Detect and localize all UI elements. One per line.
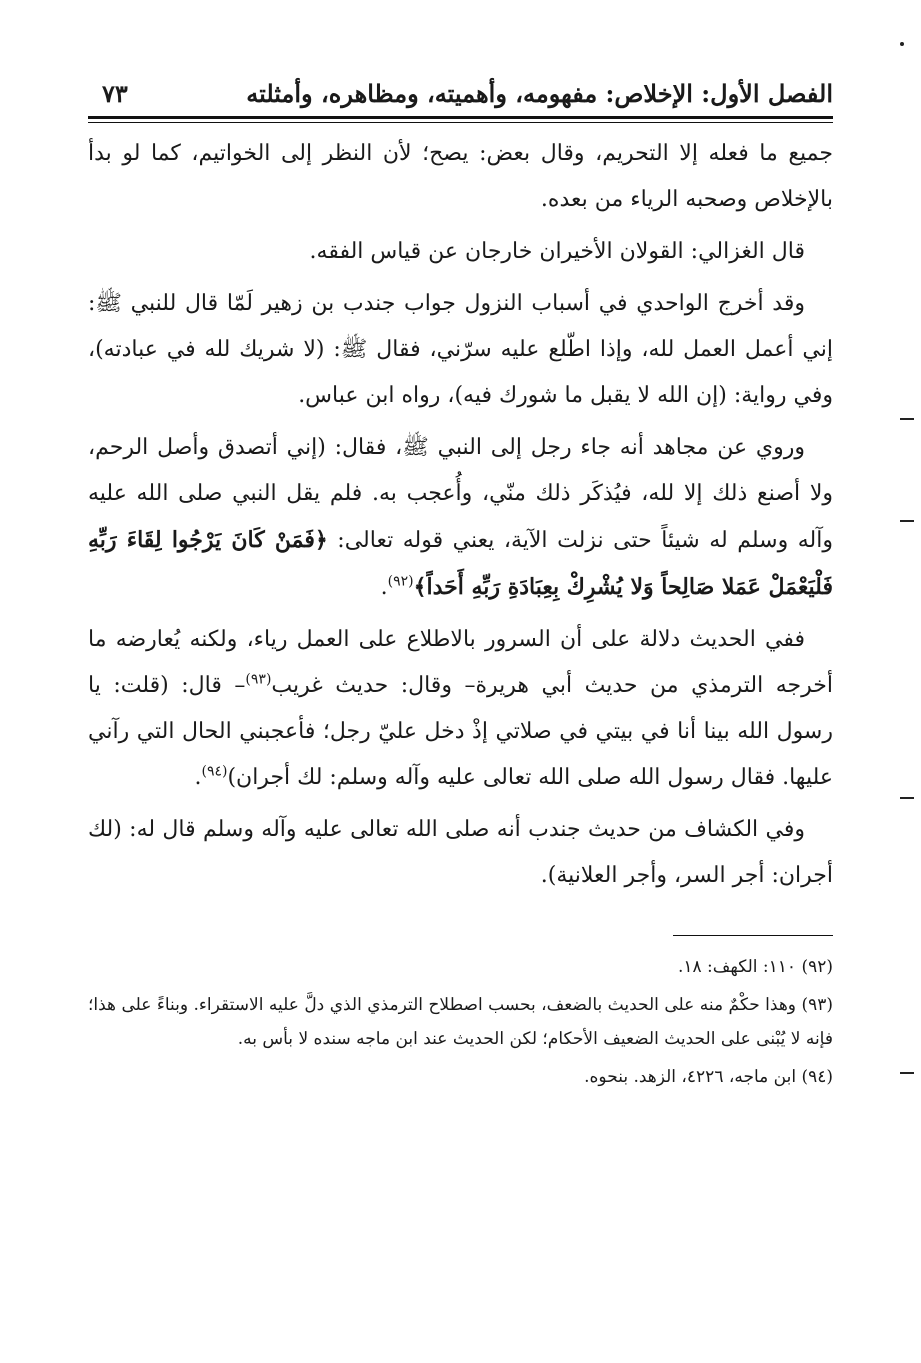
running-header bbox=[88, 60, 833, 108]
footnotes bbox=[88, 950, 833, 1094]
header-rule-thick bbox=[88, 116, 833, 119]
page-number: ٧٣ bbox=[102, 79, 128, 108]
book-page bbox=[88, 60, 833, 1098]
paragraph: وفي الكشاف من حديث جندب أنه صلى الله تعالى عليه وآله وسلم قال له: (لك أجران: أجر السر، وأجر العلانية). bbox=[88, 817, 833, 888]
paragraph: ففي الحديث دلالة على أن السرور بالاطلاع على العمل رياء، ولكنه يُعارضه ما أخرجه الترمذي من حديث أبي هريرة– وقال: حديث غريب$^{(٩٣)}$– قال: (قلت: يا رسول الله بينا أنا في بيتي في صلاتي إذْ دخل عليّ رجل؛ فأعجبني الحال التي رآني عليها. فقال رسول الله صلى الله تعالى عليه وآله وسلم: لك أجران)$^{(٩٤)}$. bbox=[88, 627, 833, 790]
scan-edge-mark bbox=[900, 418, 914, 420]
footnote-ref[interactable]: (٩٤) bbox=[201, 763, 228, 780]
paragraph: جميع ما فعله إلا التحريم، وقال بعض: يصح؛ لأن النظر إلى الخواتيم، كما لو بدأ بالإخلاص وصحبه الرياء من بعده. bbox=[88, 141, 833, 212]
footnote: (٩٣) وهذا حكْمٌ منه على الحديث بالضعف، بحسب اصطلاح الترمذي الذي دلَّ عليه الاستقراء. وبناءً على هذا؛ فإنه لا يُبْنى على الحديث الضعيف الأحكام؛ لكن الحديث عند ابن ماجه سنده لا بأس به. bbox=[88, 995, 833, 1049]
scan-edge-mark bbox=[900, 42, 904, 46]
footnote-ref[interactable]: (٩٢) bbox=[387, 573, 414, 590]
footnote: (٩٤) ابن ماجه، ٤٢٢٦، الزهد. بنحوه. bbox=[584, 1067, 833, 1087]
paragraph: وقد أخرج الواحدي في أسباب النزول جواب جندب بن زهير لَمّا قال للنبي ﷺ: إني أعمل العمل لله، وإذا اطّلع عليه سرّني، فقال ﷺ: (لا شريك لله في عبادته)، وفي رواية: (إن الله لا يقبل ما شورك فيه)، رواه ابن عباس. bbox=[88, 291, 833, 408]
scan-edge-mark bbox=[900, 797, 914, 799]
footnote-ref[interactable]: (٩٣) bbox=[245, 671, 272, 688]
footnote: (٩٢) ١١٠: الكهف: ١٨. bbox=[677, 957, 833, 977]
scan-edge-mark bbox=[900, 1072, 914, 1074]
quran-verse: ﴿فَمَنْ كَانَ يَرْجُوا لِقَاءَ رَبِّهِ فَلْيَعْمَلْ عَمَلا صَالِحاً وَلا يُشْرِكْ بِعِبَادَةِ رَبِّهِ أَحَداً﴾ bbox=[88, 527, 833, 600]
scan-edge-mark bbox=[900, 520, 914, 522]
footnote-separator bbox=[673, 935, 833, 936]
chapter-title: الفصل الأول: الإخلاص: مفهومه، وأهميته، ومظاهره، وأمثلته bbox=[246, 79, 833, 108]
paragraph: قال الغزالي: القولان الأخيران خارجان عن قياس الفقه. bbox=[309, 239, 805, 264]
header-rule-thin bbox=[88, 122, 833, 123]
body-text bbox=[88, 131, 833, 899]
paragraph: وروي عن مجاهد أنه جاء رجل إلى النبي ﷺ، فقال: (إني أتصدق وأصل الرحم، ولا أصنع ذلك إلا لله، فيُذكَر ذلك منّي، وأُعجب به. فلم يقل النبي صلى الله عليه وآله وسلم له شيئاً حتى نزلت الآية، يعني قوله تعالى: ﴿فَمَنْ كَانَ يَرْجُوا لِقَاءَ رَبِّهِ فَلْيَعْمَلْ عَمَلا صَالِحاً وَلا يُشْرِكْ بِعِبَادَةِ رَبِّهِ أَحَداً﴾$^{(٩٢)}$. bbox=[88, 435, 833, 600]
